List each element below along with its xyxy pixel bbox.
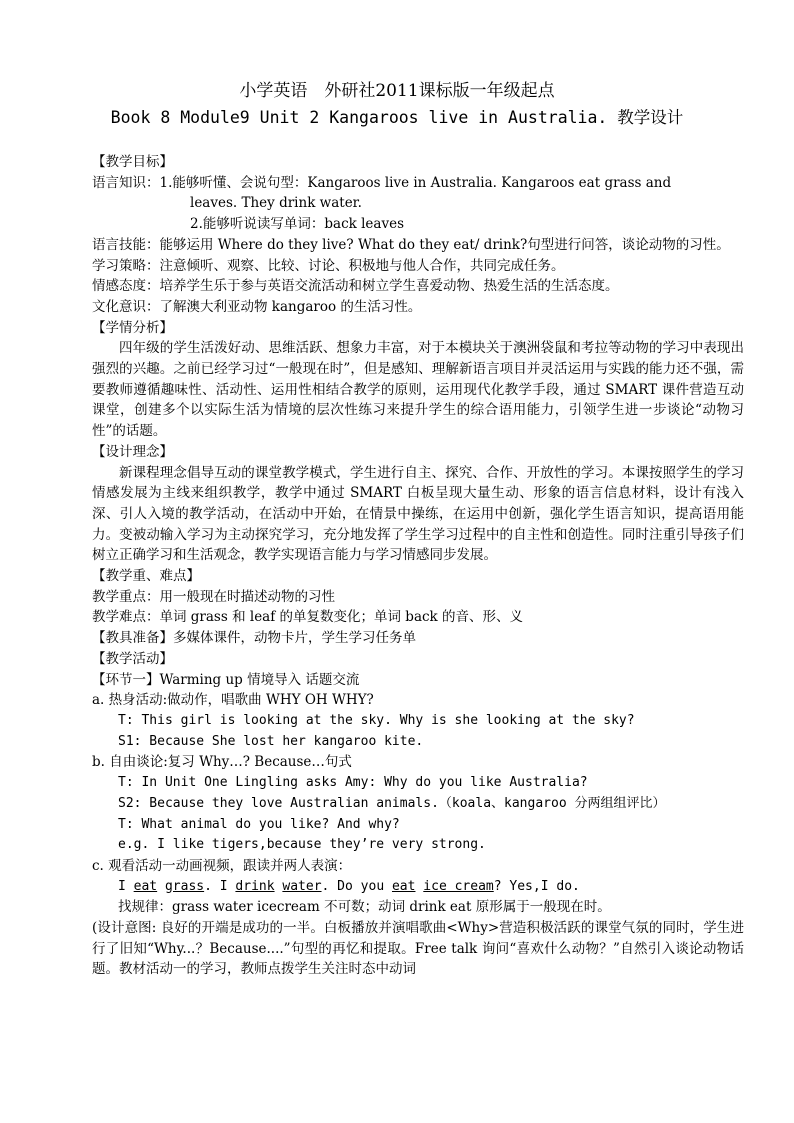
goal-skills-label: 语言技能： — [92, 236, 160, 253]
activity-b-example: e.g. I like tigers,because they’re very strong. — [118, 837, 486, 853]
goal-knowledge — [92, 173, 744, 194]
goal-strategy-label: 学习策略： — [92, 257, 160, 274]
section-heading-goals: 【教学目标】 — [92, 154, 173, 170]
sentence-text: I — [118, 878, 134, 894]
goal-culture-text: 了解澳大利亚动物 kangaroo 的生活习性。 — [159, 298, 422, 315]
activity-b-teacher-1: T: In Unit One Lingling asks Amy: Why do you like Australia? — [118, 775, 588, 791]
sentence-text: . I — [204, 878, 236, 894]
key-point-focus — [92, 587, 744, 608]
activity-step-1: 【环节一】Warming up 情境导入 话题交流 — [92, 671, 360, 688]
key-point-difficulty — [92, 607, 744, 628]
goal-strategy — [92, 256, 744, 277]
underlined-word-eat-2: eat — [391, 878, 416, 894]
underlined-word-grass: grass — [164, 878, 205, 894]
sentence-text: ? Yes,I do. — [493, 878, 580, 894]
activity-c-sentence — [92, 877, 744, 898]
goal-attitude-text: 培养学生乐于参与英语交流活动和树立学生喜爱动物、热爱生活的生活态度。 — [159, 278, 619, 295]
sentence-space — [157, 879, 165, 894]
goal-knowledge-label: 语言知识： — [92, 174, 160, 191]
underlined-word-eat: eat — [133, 878, 158, 894]
section-heading-key-points: 【教学重、难点】 — [92, 568, 200, 585]
activity-b-student: S2: Because they love Australian animals.（koala、kangaroo 分两组组评比） — [118, 795, 666, 811]
document-subtitle: Book 8 Module9 Unit 2 Kangaroos live in Australia. 教学设计 — [110, 108, 684, 127]
analysis-paragraph: 四年级的学生活泼好动、思维活跃、想象力丰富，对于本模块关于澳洲袋鼠和考拉等动物的学习中表现出强烈的兴趣。之前已经学习过“一般现在时”，但是感知、理解新语言项目并灵活运用与实践的能力还不强，需要教师遵循趣味性、活动性、运用性相结合教学的原则，运用现代化教学手段，通过 SMART 课件营造互动课堂，创建多个以实际生活为情境的层次性练习来提升学生的综合语用能力，引领学生进一步谈论“动物习性”的话题。 — [92, 340, 744, 440]
activity-c-label: c. 观看活动一动画视频，跟读并两人表演： — [92, 857, 352, 874]
activity-c-rule: 找规律：grass water icecream 不可数；动词 drink eat 原形属于一般现在时。 — [118, 899, 611, 916]
goal-attitude-label: 情感态度： — [92, 278, 160, 295]
goal-skills — [92, 235, 744, 256]
section-heading-analysis: 【学情分析】 — [92, 319, 173, 336]
key-point-difficulty-label: 教学难点： — [92, 609, 160, 626]
underlined-word-ice-cream: ice cream — [423, 878, 494, 894]
key-point-focus-text: 用一般现在时描述动物的习性 — [159, 588, 335, 605]
section-heading-activities: 【教学活动】 — [92, 650, 173, 667]
activity-b-label: b. 自由谈论:复习 Why…? Because…句式 — [92, 754, 352, 771]
key-point-difficulty-text: 单词 grass 和 leaf 的单复数变化；单词 back 的音、形、义 — [159, 609, 524, 626]
materials-text: 多媒体课件，动物卡片，学生学习任务单 — [173, 630, 416, 647]
goal-strategy-text: 注意倾听、观察、比较、讨论、积极地与他人合作，共同完成任务。 — [159, 257, 565, 274]
section-heading-materials: 【教具准备】 — [92, 630, 173, 647]
activity-a-student: S1: Because She lost her kangaroo kite. — [118, 733, 424, 749]
design-intent-note: (设计意图: 良好的开端是成功的一半。白板播放并演唱歌曲<Why>营造积极活跃的课堂气氛的同时，学生进行了旧知“Why...？Because....”句型的再忆和提取。Free talk 询问“喜欢什么动物？”自然引入谈论动物话题。教材活动一的学习，教师点拨学生关注时态中动词 — [92, 920, 744, 978]
goal-knowledge-1: 1.能够听懂、会说句型：Kangaroos live in Australia. Kangaroos eat grass and — [159, 174, 672, 191]
document-title: 小学英语 外研社2011课标版一年级起点 — [239, 81, 555, 101]
activity-a-teacher: T: This girl is looking at the sky. Why is she looking at the sky? — [118, 712, 635, 728]
sentence-text: . Do you — [321, 878, 392, 894]
goal-attitude — [92, 276, 744, 297]
goal-knowledge-1-continued: leaves. They drink water. — [190, 195, 362, 212]
goal-culture-label: 文化意识： — [92, 298, 160, 315]
activity-b-teacher-2: T: What animal do you like? And why? — [118, 816, 400, 832]
underlined-word-drink: drink — [235, 878, 275, 894]
underlined-word-water: water — [282, 878, 322, 894]
document-body — [92, 152, 744, 980]
key-point-focus-label: 教学重点： — [92, 588, 160, 605]
goal-knowledge-2: 2.能够听说读写单词：back leaves — [190, 216, 405, 233]
activity-a-label: a. 热身活动:做动作，唱歌曲 WHY OH WHY? — [92, 692, 374, 709]
goal-skills-text: 能够运用 Where do they live? What do they eat/ drink?句型进行问答，谈论动物的习性。 — [159, 236, 730, 253]
goal-culture — [92, 297, 744, 318]
materials-line — [92, 628, 744, 649]
concept-paragraph: 新课程理念倡导互动的课堂教学模式，学生进行自主、探究、合作、开放性的学习。本课按照学生的学习情感发展为主线来组织教学，教学中通过 SMART 白板呈现大量生动、形象的语言信息材料，设计有浅入深、引人入境的教学活动，在活动中开始，在情景中操练，在运用中创新，强化学生语言知识，提高语用能力。变被动输入学习为主动探究学习，充分地发挥了学生学习过程中的自主性和创造性。同时注重引导孩子们树立正确学习和生活观念，教学实现语言能力与学习情感同步发展。 — [92, 464, 744, 564]
section-heading-concept: 【设计理念】 — [92, 443, 173, 460]
